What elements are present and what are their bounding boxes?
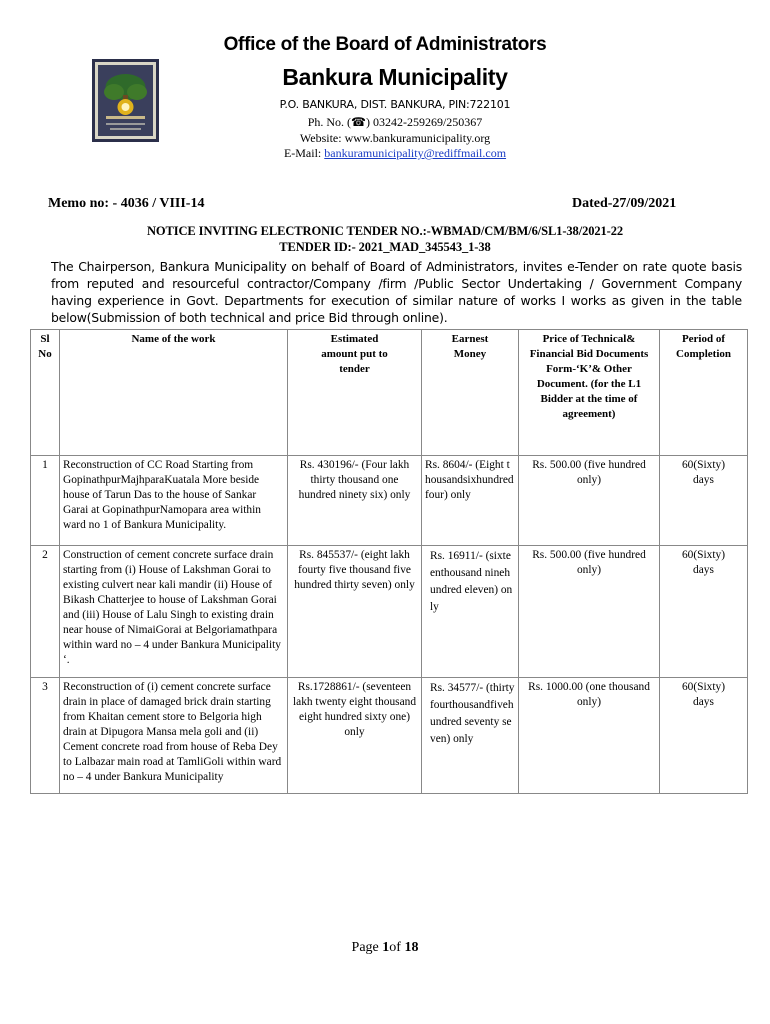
header-earnest: Earnest Money (422, 330, 519, 456)
header-period: Period of Completion (660, 330, 748, 456)
page-number (0, 940, 770, 956)
row-period: 60(Sixty) days (660, 546, 748, 678)
office-heading: Office of the Board of Administrators (223, 34, 547, 55)
municipality-title: Bankura Municipality (282, 64, 508, 90)
table-row (31, 678, 748, 794)
header-sl: Sl No (31, 330, 60, 456)
page-current: 1 (382, 940, 390, 955)
table-row (31, 456, 748, 546)
intro-paragraph: The Chairperson, Bankura Municipality on behalf of Board of Administrators, invites e-Tender on rate quote basis from reputed and resourceful contractor/Company /firm /Public Sector Undertaking / Government Company having experience in Govt. Departments for execution of similar nature of works I works as given in the table below(Submission of both technical and price Bid through online). (51, 259, 742, 325)
row-period: 60(Sixty) days (660, 456, 748, 546)
phone-line: Ph. No. (☎) 03242-259269/250367 (307, 115, 483, 129)
memo-date: Dated-27/09/2021 (572, 196, 677, 211)
row-name: Construction of cement concrete surface drain starting from (i) House of Lakshman Gorai to existing culvert near kali mandir (ii) House of Bikash Chatterjee to house of Lakshman Gorai and (iii) House of Lalu Singh to existing drain near house of NimaiGorai at Belgoriamathpara within ward no – 4 under Bankura Municipality ‘. (60, 546, 288, 678)
email-label: E-Mail: (283, 146, 325, 160)
page-total: 18 (404, 940, 419, 955)
tender-id: TENDER ID:- 2021_MAD_345543_1-38 (279, 240, 491, 254)
email-line (200, 146, 590, 161)
row-period: 60(Sixty) days (660, 678, 748, 794)
row-price: Rs. 1000.00 (one thousand only) (519, 678, 660, 794)
row-estimated: Rs. 845537/- (eight lakh fourty five thousand five hundred thirty seven) only (288, 546, 422, 678)
header-price: Price of Technical& Financial Bid Documents Form-‘K’& Other Document. (for the L1 Bidder at the time of agreement) (519, 330, 660, 456)
row-estimated: Rs. 430196/- (Four lakh thirty thousand one hundred ninety six) only (288, 456, 422, 546)
table-row (31, 546, 748, 678)
row-name: Reconstruction of CC Road Starting from GopinathpurMajhparaKuatala More beside house of Tarun Das to the house of Sankar Garai at GopinathpurNamopara area within ward no 1 of Bankura Municipality. (60, 456, 288, 546)
row-earnest: Rs. 16911/- (sixteenthousand ninehundred eleven) only (422, 546, 519, 678)
page-of: of (389, 940, 405, 955)
row-name: Reconstruction of (i) cement concrete surface drain in place of damaged brick drain starting from Khaitan cement store to Belgoria high drain at Dipugora Mansa mela goli and (ii) Cement concrete road from house of Reba Dey to Lalbazar main road at TamliGoli within ward no – 4 under Bankura Municipality (60, 678, 288, 794)
header-name: Name of the work (60, 330, 288, 456)
notice-title: NOTICE INVITING ELECTRONIC TENDER NO.:-WBMAD/CM/BM/6/SL1-38/2021-22 (146, 224, 624, 238)
address-line: P.O. BANKURA, DIST. BANKURA, PIN:722101 (279, 98, 511, 111)
row-sl: 2 (31, 546, 60, 678)
header-estimated: Estimated amount put to tender (288, 330, 422, 456)
row-price: Rs. 500.00 (five hundred only) (519, 456, 660, 546)
row-earnest: Rs. 8604/- (Eight thousandsixhundred four) only (422, 456, 519, 546)
row-sl: 1 (31, 456, 60, 546)
page-prefix: Page (351, 940, 383, 955)
email-link[interactable]: bankuramunicipality@rediffmail.com (324, 146, 507, 160)
row-estimated: Rs.1728861/- (seventeen lakh twenty eight thousand eight hundred sixty one) only (288, 678, 422, 794)
row-earnest: Rs. 34577/- (thirty fourthousandfivehundred seventy seven) only (422, 678, 519, 794)
row-price: Rs. 500.00 (five hundred only) (519, 546, 660, 678)
row-sl: 3 (31, 678, 60, 794)
table-header-row (31, 330, 748, 456)
memo-number: Memo no: - 4036 / VIII-14 (48, 196, 205, 211)
works-table (30, 329, 748, 794)
website-line: Website: www.bankuramunicipality.org (299, 131, 491, 145)
municipality-emblem-icon (92, 59, 159, 142)
